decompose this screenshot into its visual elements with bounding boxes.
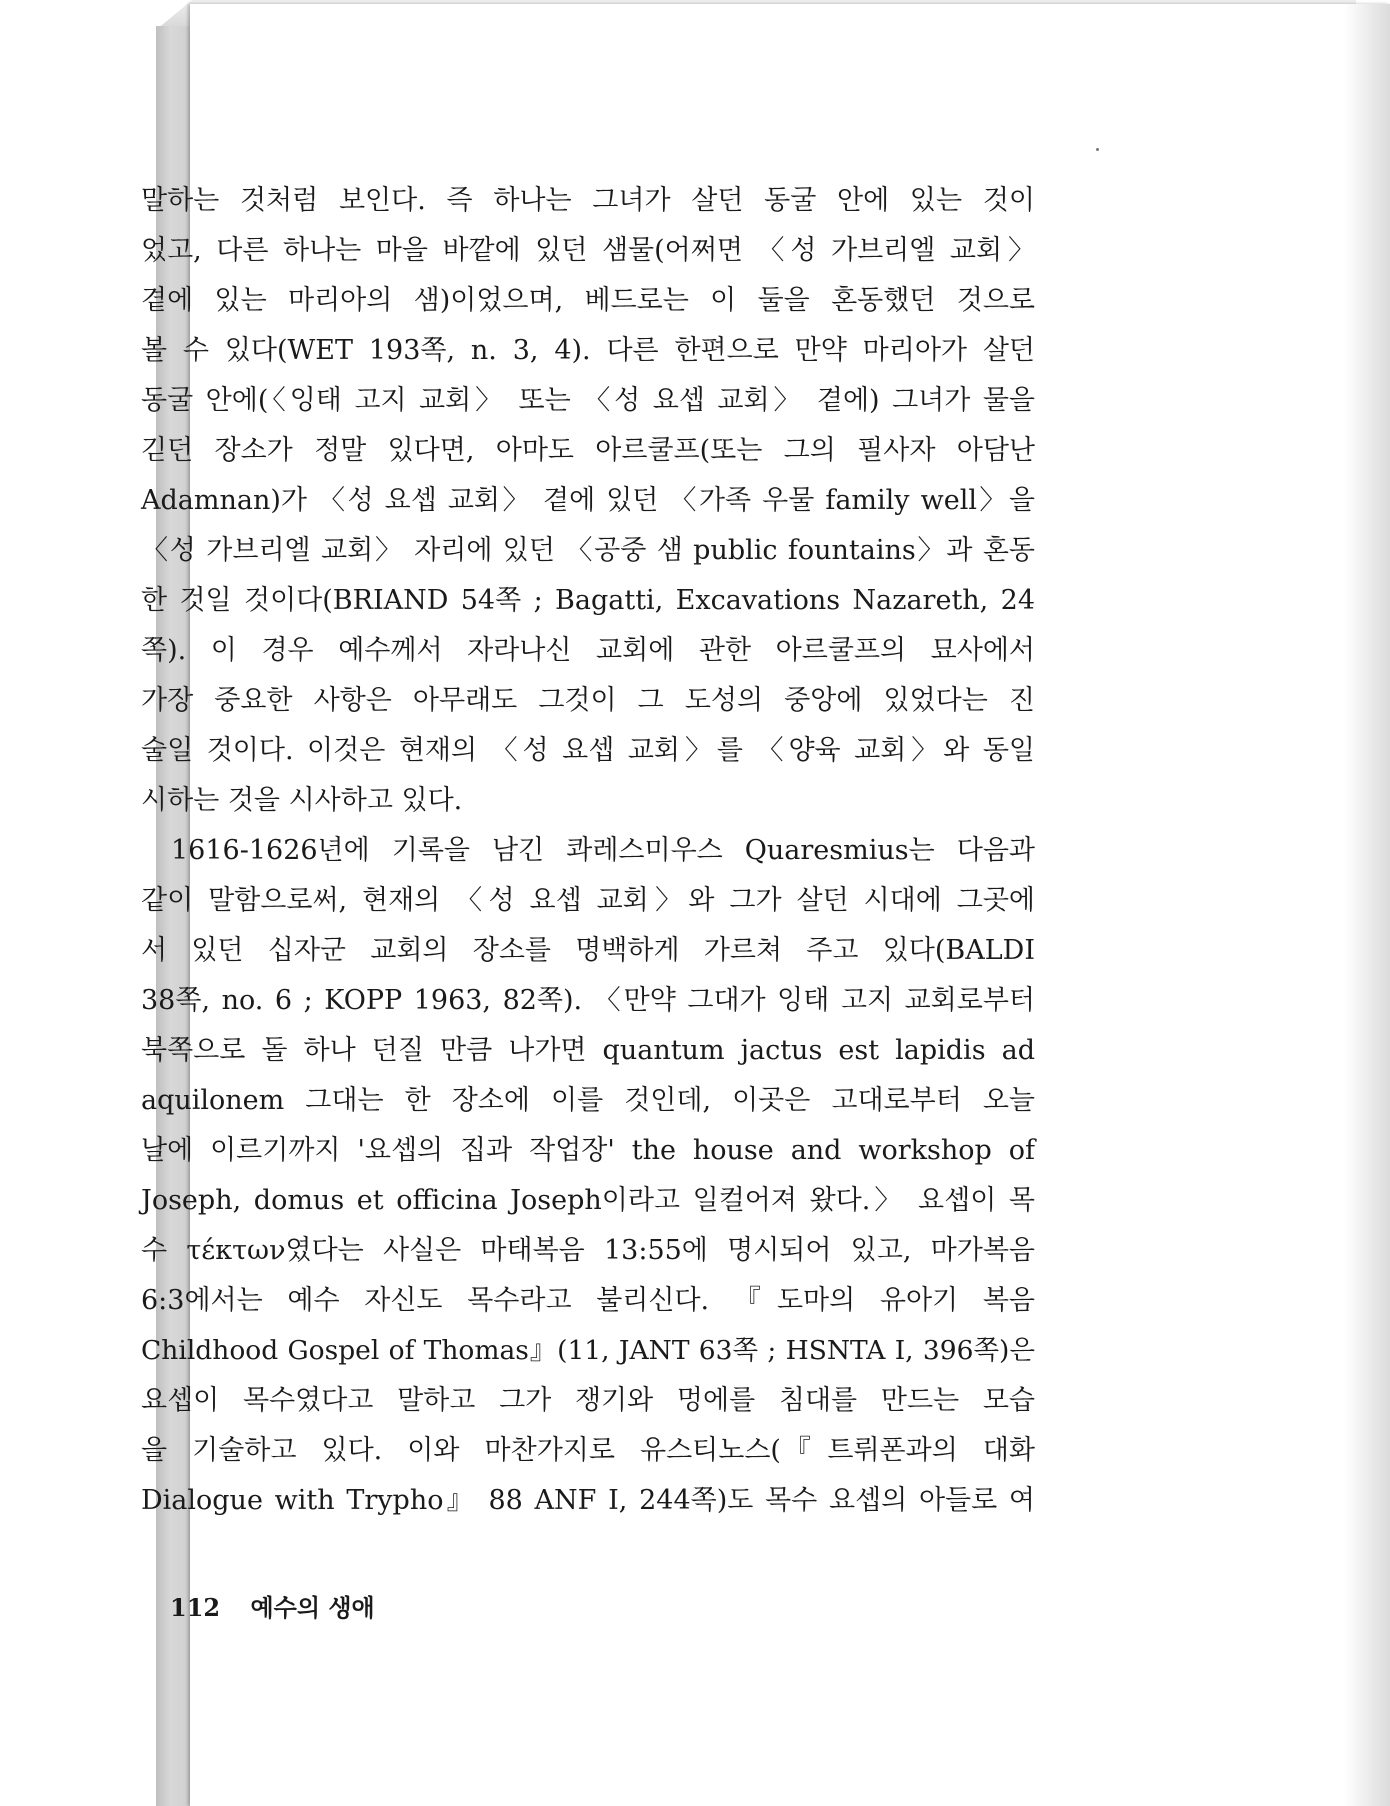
text-line: Joseph, domus et officina Joseph이라고 일컬어져 왔다.〉 요셉이 목 [141,1185,1035,1216]
text-line: 을 기술하고 있다. 이와 마찬가지로 유스티노스(『트뤼폰과의 대화 [141,1435,1035,1466]
body-text [141,176,1035,1526]
paragraph-2 [141,826,1035,1526]
text-line: 술일 것이다. 이것은 현재의 〈성 요셉 교회〉를 〈양육 교회〉와 동일 [141,735,1035,766]
text-line: 한 것일 것이다(BRIAND 54쪽 ; Bagatti, Excavations Nazareth, 24 [141,585,1035,616]
text-line: aquilonem 그대는 한 장소에 이를 것인데, 이곳은 고대로부터 오늘 [141,1085,1035,1116]
text-line: 었고, 다른 하나는 마을 바깥에 있던 샘물(어쩌면 〈성 가브리엘 교회〉 [141,235,1035,266]
text-line: 시하는 것을 시사하고 있다. [141,785,463,816]
text-line: 쪽). 이 경우 예수께서 자라나신 교회에 관한 아르쿨프의 묘사에서 [141,635,1035,666]
text-line: Childhood Gospel of Thomas』(11, JANT 63쪽 ; HSNTA I, 396쪽)은 [141,1335,1035,1366]
text-line: 가장 중요한 사항은 아무래도 그것이 그 도성의 중앙에 있었다는 진 [141,685,1035,716]
text-line: 북쪽으로 돌 하나 던질 만큼 나가면 quantum jactus est lapidis ad [141,1035,1035,1066]
text-line: 긷던 장소가 정말 있다면, 아마도 아르쿨프(또는 그의 필사자 아담난 [141,435,1035,466]
text-line: 〈성 가브리엘 교회〉 자리에 있던 〈공중 샘 public fountains〉과 혼동 [141,535,1035,566]
page-curl-shadow [1344,4,1390,1806]
text-line: Adamnan)가 〈성 요셉 교회〉 곁에 있던 〈가족 우물 family well〉을 [141,485,1035,516]
text-line: 같이 말함으로써, 현재의 〈성 요셉 교회〉와 그가 살던 시대에 그곳에 [141,885,1035,916]
text-line: 곁에 있는 마리아의 샘)이었으며, 베드로는 이 둘을 혼동했던 것으로 [141,285,1035,316]
paragraph-1 [141,176,1035,826]
text-line: 수 τέκτων였다는 사실은 마태복음 13:55에 명시되어 있고, 마가복음 [141,1235,1035,1266]
text-line: 6:3에서는 예수 자신도 목수라고 불리신다. 『도마의 유아기 복음 [141,1285,1035,1316]
text-line: Dialogue with Trypho』 88 ANF I, 244쪽)도 목수 요셉의 아들로 여 [141,1485,1035,1516]
text-line: 말하는 것처럼 보인다. 즉 하나는 그녀가 살던 동굴 안에 있는 것이 [141,185,1035,216]
text-line: 38쪽, no. 6 ; KOPP 1963, 82쪽). 〈만약 그대가 잉태 고지 교회로부터 [141,985,1035,1016]
running-title: 예수의 생애 [250,1593,375,1622]
text-line: 볼 수 있다(WET 193쪽, n. 3, 4). 다른 한편으로 만약 마리아가 살던 [141,335,1035,366]
text-line: 서 있던 십자군 교회의 장소를 명백하게 가르쳐 주고 있다(BALDI [141,935,1035,966]
text-line: 동굴 안에(〈잉태 고지 교회〉 또는 〈성 요셉 교회〉 곁에) 그녀가 물을 [141,385,1035,416]
page-footer [170,1588,375,1623]
page-number: 112 [170,1593,221,1622]
text-line: 요셉이 목수였다고 말하고 그가 쟁기와 멍에를 침대를 만드는 모습 [141,1385,1035,1416]
page-speck [1096,148,1099,151]
text-line: 1616-1626년에 기록을 남긴 콰레스미우스 Quaresmius는 다음과 [171,835,1035,866]
text-line: 날에 이르기까지 '요셉의 집과 작업장' the house and workshop of [141,1135,1035,1166]
